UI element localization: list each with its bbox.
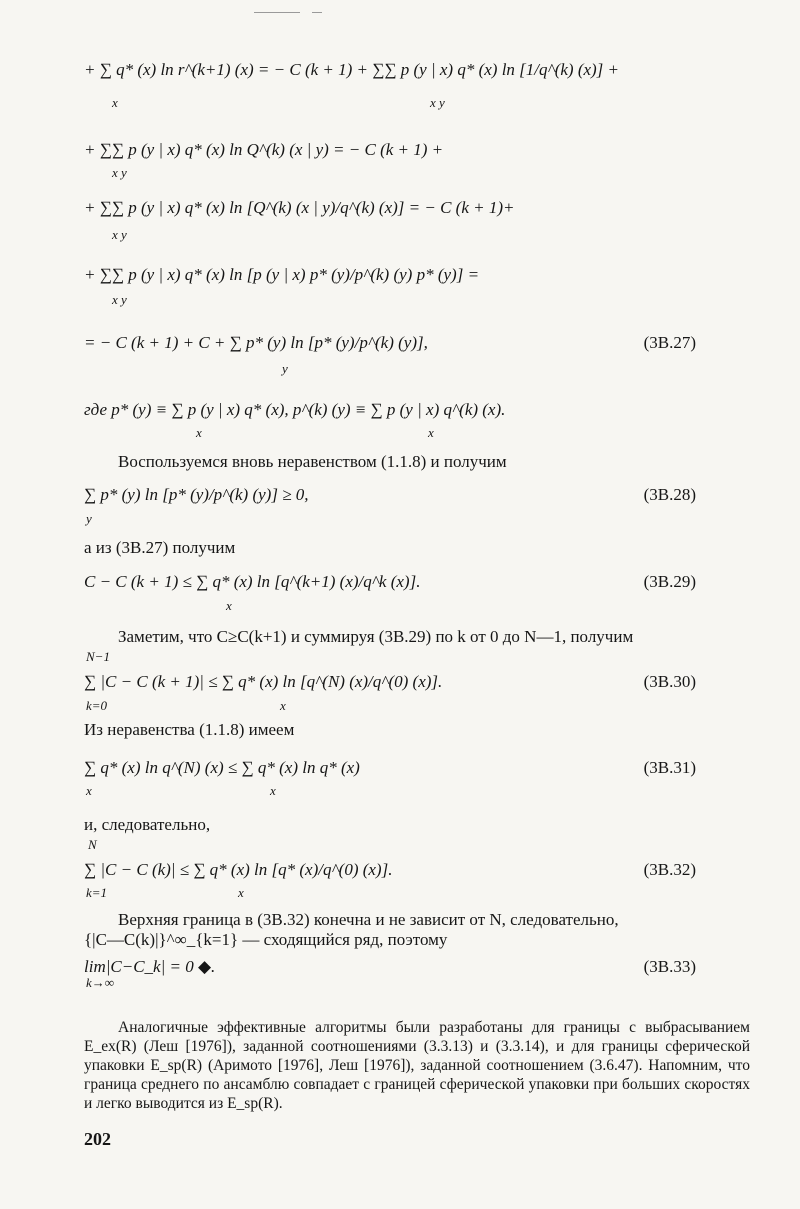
equation-text: = − C (k + 1) + C + ∑ p* (y) ln [p* (y)/p^(k) (y)],: [84, 333, 428, 352]
sum-index: k=1: [86, 885, 108, 900]
paragraph-6-line-2: {|C—C(k)|}^∞_{k=1} — сходящийся ряд, поэтому: [84, 930, 448, 949]
sum-index: x: [270, 783, 276, 798]
paragraph-3: Заметим, что C≥C(k+1) и суммируя (3B.29) по k от 0 до N—1, получим: [118, 627, 634, 646]
equation-number: (3B.32): [643, 860, 696, 879]
equation-number: (3B.33): [643, 957, 696, 976]
equation-number: (3B.31): [643, 758, 696, 777]
equation-text: ∑ p* (y) ln [p* (y)/p^(k) (y)] ≥ 0,: [84, 485, 309, 504]
sum-index: y: [86, 511, 92, 526]
equation-number: (3B.27): [643, 333, 696, 352]
paragraph-2: а из (3B.27) получим: [84, 538, 236, 557]
sum-index: x y: [430, 95, 445, 110]
sum-index: x: [86, 783, 92, 798]
page-number: 202: [84, 1129, 111, 1149]
equation-line-4: [84, 265, 748, 285]
equation-3B28: [84, 485, 748, 505]
top-rule: [254, 12, 300, 13]
sum-index: x: [196, 425, 202, 440]
equation-number: (3B.29): [643, 572, 696, 591]
sum-index: x: [428, 425, 434, 440]
sum-index: k=0: [86, 698, 108, 713]
equation-3B27: [84, 333, 748, 353]
sum-index: x: [238, 885, 244, 900]
equation-text: ∑ |C − C (k)| ≤ ∑ q* (x) ln [q* (x)/q^(0) (x)].: [84, 860, 393, 879]
paragraph-5: и, следовательно,: [84, 815, 211, 834]
equation-text: + ∑∑ p (y | x) q* (x) ln Q^(k) (x | y) = − C (k + 1) +: [84, 140, 444, 159]
sum-upper-limit: N−1: [86, 649, 110, 664]
sum-index: x: [112, 95, 118, 110]
top-rule-short: [312, 12, 322, 13]
equation-3B29: [84, 572, 748, 592]
equation-text: lim|C−C_k| = 0 ◆.: [84, 957, 216, 976]
equation-3B30: [84, 672, 748, 692]
equation-text: где p* (y) ≡ ∑ p (y | x) q* (x), p^(k) (y) ≡ ∑ p (y | x) q^(k) (x).: [84, 400, 506, 419]
limit-subscript: k→∞: [86, 975, 115, 990]
sum-index: x y: [112, 227, 127, 242]
sum-index: y: [282, 361, 288, 376]
equation-line-1: [84, 60, 748, 80]
paragraph-6-line-1: Верхняя граница в (3B.32) конечна и не зависит от N, следовательно,: [118, 910, 619, 929]
equation-text: + ∑∑ p (y | x) q* (x) ln [p (y | x) p* (y)/p^(k) (y) p* (y)] =: [84, 265, 480, 284]
equation-line-2: [84, 140, 748, 160]
sum-index: x y: [112, 165, 127, 180]
paragraph-4: Из неравенства (1.1.8) имеем: [84, 720, 295, 739]
equation-3B33: [84, 957, 748, 977]
paragraph-1: Воспользуемся вновь неравенством (1.1.8) и получим: [118, 452, 507, 471]
equation-text: ∑ |C − C (k + 1)| ≤ ∑ q* (x) ln [q^(N) (x)/q^(0) (x)].: [84, 672, 443, 691]
sum-index: x: [280, 698, 286, 713]
equation-line-3: [84, 198, 748, 218]
equation-text: C − C (k + 1) ≤ ∑ q* (x) ln [q^(k+1) (x)/q^k (x)].: [84, 572, 421, 591]
equation-text: + ∑∑ p (y | x) q* (x) ln [Q^(k) (x | y)/q^(k) (x)] = − C (k + 1)+: [84, 198, 515, 217]
sum-upper-limit: N: [88, 837, 97, 852]
sum-index: x y: [112, 292, 127, 307]
equation-3B31: [84, 758, 748, 778]
equation-number: (3B.30): [643, 672, 696, 691]
equation-number: (3B.28): [643, 485, 696, 504]
equation-definitions: [84, 400, 748, 420]
equation-3B32: [84, 860, 748, 880]
equation-text: + ∑ q* (x) ln r^(k+1) (x) = − C (k + 1) + ∑∑ p (y | x) q* (x) ln [1/q^(k) (x)] +: [84, 60, 620, 79]
paragraph-7: Аналогичные эффективные алгоритмы были разработаны для границы с выбрасыванием E_ex(R) (Леш [1976]), заданной соотношениями (3.3.13) и (3.3.14), и для границы сферической упаковки E_sp(R) (Аримото [1976], Леш [1976]), заданной соотношением (3.6.47). Напомним, что граница среднего по ансамблю совпадает с границей сферической упаковки при больших скоростях и легко выводится из E_sp(R).: [84, 1019, 750, 1112]
sum-index: x: [226, 598, 232, 613]
equation-text: ∑ q* (x) ln q^(N) (x) ≤ ∑ q* (x) ln q* (x): [84, 758, 360, 777]
